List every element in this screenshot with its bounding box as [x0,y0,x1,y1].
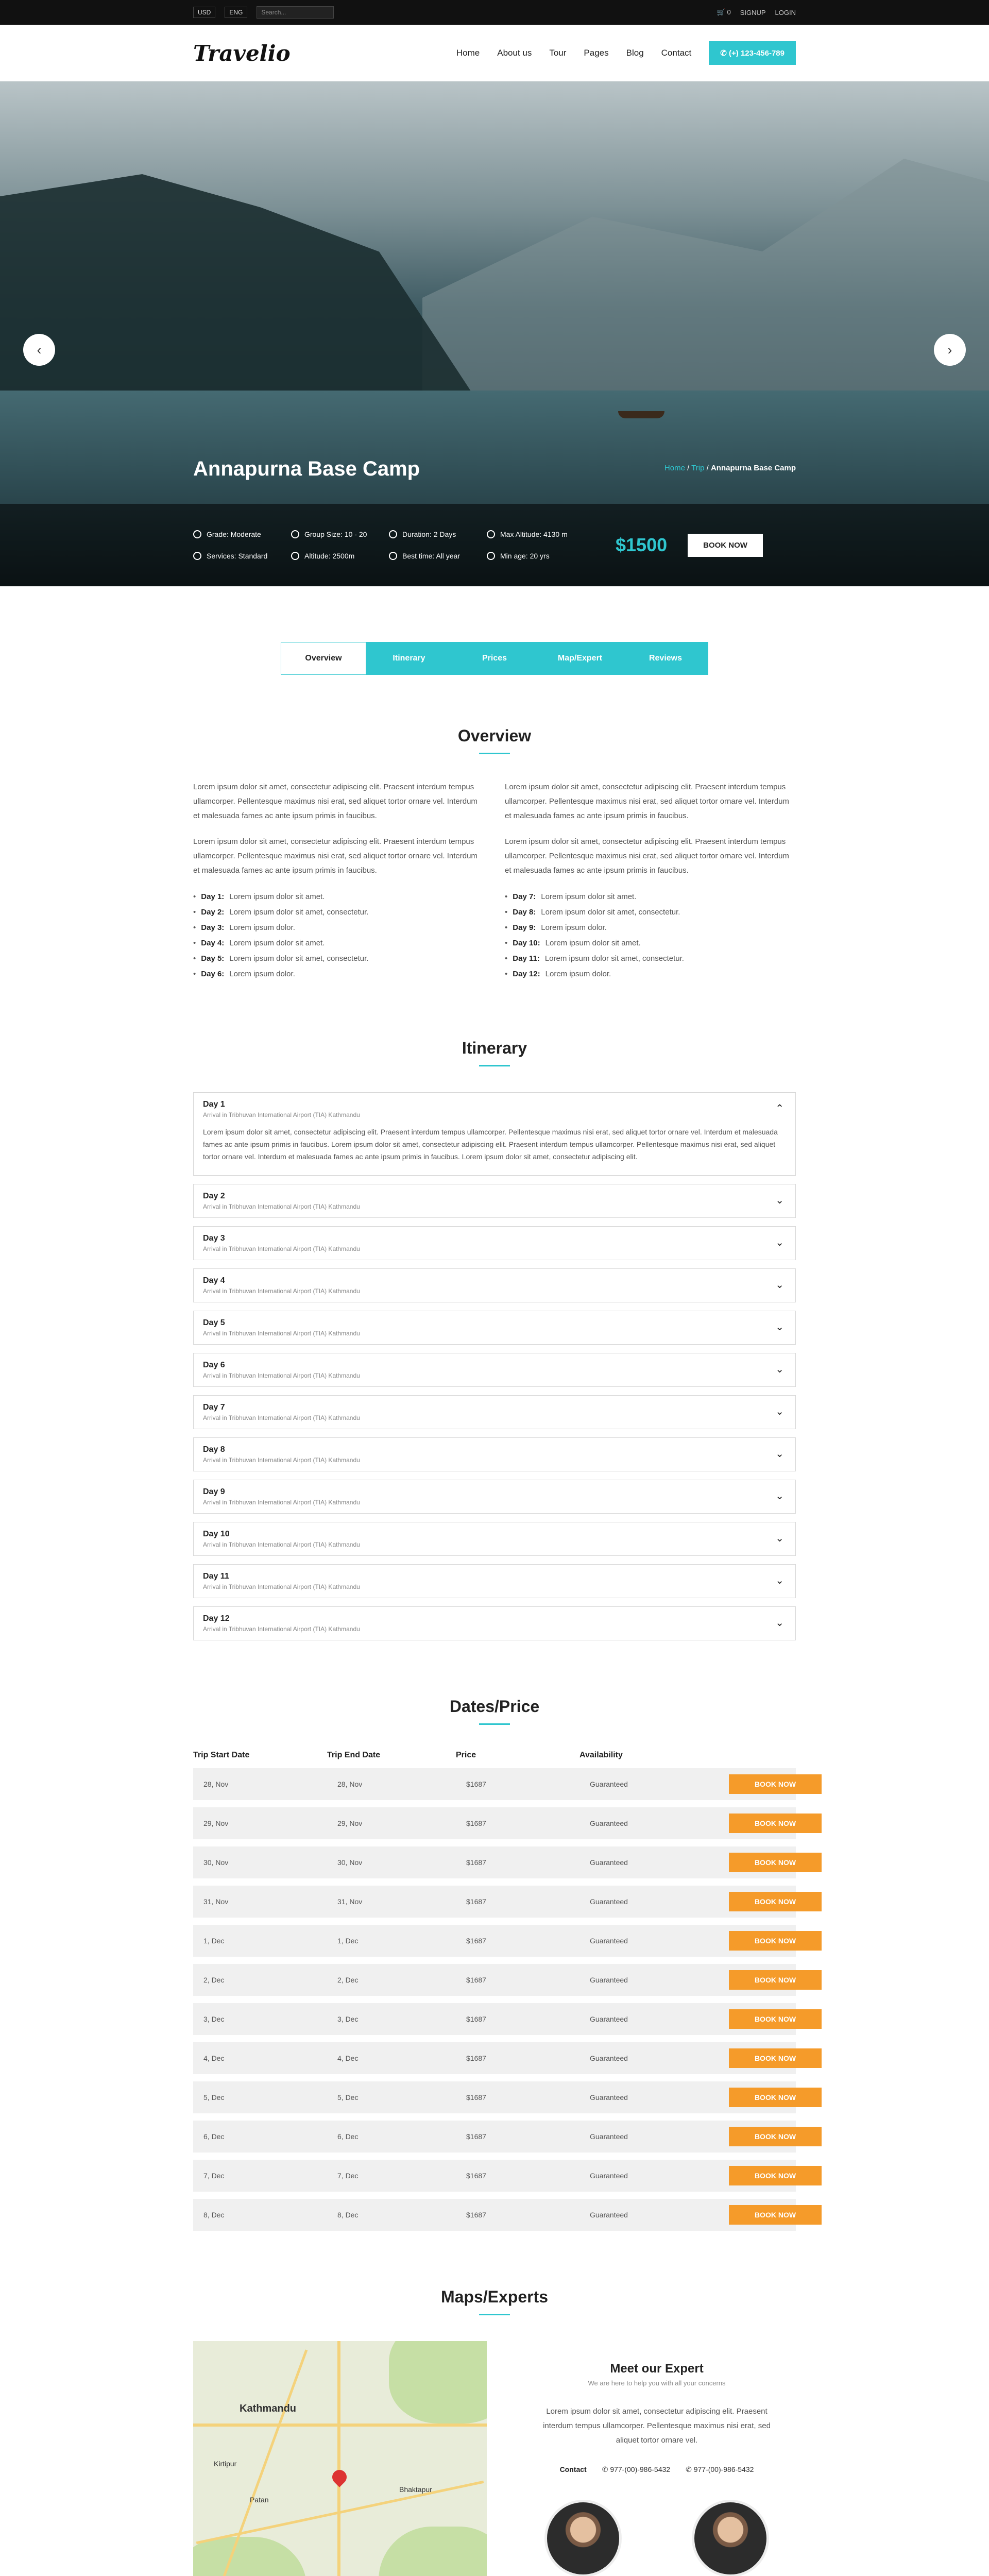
day-text: Lorem ipsum dolor sit amet, consectetur. [541,908,680,917]
accordion-subtitle: Arrival in Tribhuvan International Airport (TIA) Kathmandu [203,1203,360,1210]
accordion-day: Day 3 [203,1234,225,1243]
list-item [505,936,796,951]
accordion-day: Day 7 [203,1403,225,1412]
trip-fact-label: Min age: 20 yrs [500,552,550,560]
accordion-day: Day 1 [203,1100,225,1109]
bullet-icon: • [505,954,508,963]
accordion-item[interactable] [193,1268,796,1302]
chevron-down-icon[interactable]: ⌄ [775,1575,784,1586]
map-park [389,2341,487,2424]
service-icon [193,552,201,560]
accordion-item[interactable] [193,1184,796,1218]
availability: Guaranteed [590,1858,628,1867]
trip-facts [193,530,585,560]
itinerary-accordion [193,1092,796,1640]
price: $1687 [466,1780,486,1788]
availability: Guaranteed [590,2054,628,2062]
accordion-day: Day 11 [203,1572,229,1581]
avatar [692,2500,769,2576]
list-item [505,920,796,936]
grade-icon [193,530,201,538]
availability: Guaranteed [590,1976,628,1984]
hero-book-button[interactable]: BOOK NOW [688,534,763,557]
chevron-up-icon[interactable]: ⌃ [775,1103,784,1114]
table-row [193,2121,796,2153]
bullet-icon: • [505,970,508,978]
dates-section [193,1697,796,2231]
day-text: Lorem ipsum dolor sit amet, consectetur. [229,954,369,963]
end-date: 2, Dec [337,1976,359,1984]
availability: Guaranteed [590,2093,628,2102]
start-date: 28, Nov [203,1780,229,1788]
day-text: Lorem ipsum dolor sit amet. [229,939,325,947]
start-date: 1, Dec [203,1937,225,1945]
accordion-subtitle: Arrival in Tribhuvan International Airport (TIA) Kathmandu [203,1111,360,1118]
table-row [193,1768,796,1800]
accordion-day: Day 8 [203,1445,225,1454]
day-text: Lorem ipsum dolor. [545,970,611,978]
phone-1[interactable]: ✆ 977-(00)-986-5432 [602,2465,671,2473]
trip-fact [291,530,389,538]
bullet-icon: • [193,923,196,932]
price: $1687 [466,2054,486,2062]
phone-2[interactable]: ✆ 977-(00)-986-5432 [686,2465,754,2473]
hero-boat [618,411,664,418]
start-date: 6, Dec [203,2132,225,2141]
accordion-day: Day 4 [203,1276,225,1285]
end-date: 29, Nov [337,1819,363,1827]
book-now-button[interactable]: BOOK NOW [729,1774,822,1794]
table-row [193,2042,796,2074]
day-text: Lorem ipsum dolor sit amet, consectetur. [229,908,369,917]
accordion-subtitle: Arrival in Tribhuvan International Airport (TIA) Kathmandu [203,1625,360,1633]
start-date: 7, Dec [203,2172,225,2180]
accordion-item[interactable] [193,1226,796,1260]
list-item [505,951,796,967]
bullet-icon: • [193,970,196,978]
accordion-item[interactable] [193,1092,796,1176]
altitude-icon [487,530,495,538]
bullet-icon: • [193,908,196,917]
list-item [505,889,796,905]
nav-pages[interactable]: Pages [584,48,609,58]
list-item [193,967,484,982]
end-date: 7, Dec [337,2172,359,2180]
expert-contact [518,2465,796,2474]
chevron-down-icon[interactable]: ⌄ [775,1617,784,1629]
day-label: Day 10: [513,939,540,947]
accordion-subtitle: Arrival in Tribhuvan International Airport (TIA) Kathmandu [203,1414,360,1421]
book-now-button[interactable]: BOOK NOW [729,1814,822,1833]
day-list-left [193,889,484,982]
bullet-icon: • [193,939,196,947]
start-date: 30, Nov [203,1858,229,1867]
end-date: 31, Nov [337,1897,363,1906]
chevron-down-icon[interactable]: ⌄ [775,1406,784,1417]
hero-banner [0,81,989,586]
col-availability: Availability [579,1751,623,1759]
accordion-day: Day 6 [203,1361,225,1369]
main-nav [456,41,796,65]
age-icon [487,552,495,560]
book-now-button[interactable]: BOOK NOW [729,1970,822,1990]
nav-contact[interactable]: Contact [661,48,692,58]
chevron-down-icon[interactable]: ⌄ [775,1533,784,1544]
expert-title: Meet our Expert [610,2362,704,2376]
avatar [544,2500,622,2576]
book-now-button[interactable]: BOOK NOW [729,1853,822,1872]
end-date: 28, Nov [337,1780,363,1788]
tab-map-expert[interactable]: Map/Expert [537,642,623,675]
price: $1687 [466,2015,486,2023]
start-date: 29, Nov [203,1819,229,1827]
map-label: Patan [250,2496,269,2504]
expert-card [540,2500,626,2576]
expert-subtitle: We are here to help you with all your concerns [588,2379,726,2387]
trip-facts-bar [0,504,989,586]
tab-overview[interactable]: Overview [281,642,366,675]
trip-fact-label: Duration: 2 Days [402,530,456,538]
accordion-item[interactable] [193,1437,796,1471]
accordion-subtitle: Arrival in Tribhuvan International Airport (TIA) Kathmandu [203,1499,360,1506]
table-row [193,1925,796,1957]
book-now-button[interactable]: BOOK NOW [729,2048,822,2068]
start-date: 3, Dec [203,2015,225,2023]
accordion-subtitle: Arrival in Tribhuvan International Airport (TIA) Kathmandu [203,1245,360,1252]
hero-prev-arrow-icon[interactable]: ‹ [23,334,55,366]
day-text: Lorem ipsum dolor. [541,923,607,932]
breadcrumb-trip[interactable]: Trip [691,464,705,472]
phone-2-text: 977-(00)-986-5432 [693,2465,754,2473]
end-date: 4, Dec [337,2054,359,2062]
trip-price: $1500 [616,534,668,555]
book-now-button[interactable]: BOOK NOW [729,2166,822,2185]
price: $1687 [466,2172,486,2180]
table-row [193,1807,796,1839]
cart-count: 0 [727,8,731,16]
accordion-item[interactable] [193,1564,796,1598]
map-label: Bhaktapur [399,2485,432,2494]
overview-paragraph: Lorem ipsum dolor sit amet, consectetur adipiscing elit. Praesent interdum tempus ullamcorper. Pellentesque maximus nisi erat, sed aliquet tortor ornare vel. Interdum et malesuada fames ac ante ipsum primis in faucibus. [505,783,789,820]
day-label: Day 6: [201,970,225,978]
day-label: Day 4: [201,939,225,947]
table-row [193,1886,796,1918]
availability: Guaranteed [590,2015,628,2023]
bullet-icon: • [193,892,196,901]
list-item [193,889,484,905]
list-item [505,905,796,920]
breadcrumb-home[interactable]: Home [664,464,685,472]
table-row [193,1964,796,1996]
accordion-day: Day 9 [203,1487,225,1496]
phone-number: (+) 123-456-789 [729,49,785,58]
contact-label: Contact [559,2465,587,2473]
accordion-item[interactable] [193,1480,796,1514]
phone-1-text: 977-(00)-986-5432 [610,2465,671,2473]
end-date: 5, Dec [337,2093,359,2102]
map-pin-icon[interactable] [329,2467,350,2487]
tab-itinerary[interactable]: Itinerary [366,642,452,675]
top-bar [0,0,989,25]
duration-icon [389,530,397,538]
chevron-down-icon[interactable]: ⌄ [775,1237,784,1248]
accordion-subtitle: Arrival in Tribhuvan International Airport (TIA) Kathmandu [203,1541,360,1548]
expert-card [688,2500,773,2576]
book-now-button[interactable]: BOOK NOW [729,1931,822,1951]
accordion-subtitle: Arrival in Tribhuvan International Airport (TIA) Kathmandu [203,1287,360,1295]
accordion-day: Day 12 [203,1614,230,1623]
trip-fact [291,552,389,560]
accordion-body: Lorem ipsum dolor sit amet, consectetur adipiscing elit. Praesent interdum tempus ullamcorper. Pellentesque maximus nisi erat, sed aliquet tortor ornare vel. Interdum et malesuada fames ac ante ipsum primis in faucibus. Lorem ipsum dolor sit amet, consectetur adipiscing elit. Praesent interdum tempus ullamcorper. Pellentesque maximus nisi erat, sed aliquet tortor ornare vel. Interdum et malesuada fames ac ante ipsum primis in faucibus. Lorem ipsum dolor sit amet, consectetur adipiscing elit. [203,1128,778,1161]
trip-fact-label: Max Altitude: 4130 m [500,530,568,538]
day-list-right [505,889,796,982]
end-date: 8, Dec [337,2211,359,2219]
list-item [193,905,484,920]
map-label: Kathmandu [240,2403,296,2414]
overview-section [193,726,796,982]
book-now-button[interactable]: BOOK NOW [729,2009,822,2029]
col-end-date: Trip End Date [327,1751,381,1759]
nav-about[interactable]: About us [497,48,532,58]
day-label: Day 9: [513,923,536,932]
overview-paragraph: Lorem ipsum dolor sit amet, consectetur adipiscing elit. Praesent interdum tempus ullamcorper. Pellentesque maximus nisi erat, sed aliquet tortor ornare vel. Interdum et malesuada fames ac ante ipsum primis in faucibus. [193,783,478,820]
tab-reviews[interactable]: Reviews [623,642,708,675]
day-label: Day 11: [513,954,540,963]
trip-fact [487,552,585,560]
start-date: 4, Dec [203,2054,225,2062]
end-date: 3, Dec [337,2015,359,2023]
table-row [193,2081,796,2113]
login-link[interactable]: LOGIN [775,8,796,16]
price: $1687 [466,2093,486,2102]
day-text: Lorem ipsum dolor. [229,923,295,932]
dates-table-header [193,1751,796,1768]
phone-button[interactable]: ✆ (+) 123-456-789 [709,41,796,65]
availability: Guaranteed [590,2211,628,2219]
itinerary-title: Itinerary [193,1039,796,1066]
price: $1687 [466,1937,486,1945]
bullet-icon: • [193,954,196,963]
tab-prices[interactable]: Prices [452,642,537,675]
availability: Guaranteed [590,2132,628,2141]
mountain-icon [291,552,299,560]
table-row [193,2160,796,2192]
list-item [193,920,484,936]
hero-mountains [422,159,989,391]
table-row [193,2199,796,2231]
nav-home[interactable]: Home [456,48,480,58]
trip-fact [193,552,291,560]
trip-fact [389,552,487,560]
book-now-button[interactable]: BOOK NOW [729,1892,822,1911]
language-select[interactable]: ENG [225,7,247,18]
price: $1687 [466,2132,486,2141]
book-now-button[interactable]: BOOK NOW [729,2088,822,2107]
dates-table-body [193,1768,796,2231]
chevron-down-icon[interactable]: ⌄ [775,1321,784,1333]
trip-tabs [0,642,989,675]
accordion-item[interactable] [193,1522,796,1556]
price: $1687 [466,1858,486,1867]
col-start-date: Trip Start Date [193,1751,250,1759]
map-park [193,2537,306,2576]
trip-fact-label: Altitude: 2500m [304,552,355,560]
bullet-icon: • [505,908,508,917]
nav-tour[interactable]: Tour [549,48,567,58]
accordion-item[interactable] [193,1311,796,1345]
breadcrumb: Home / Trip / Annapurna Base Camp [664,464,796,472]
trip-fact [487,530,585,538]
clock-icon [389,552,397,560]
day-text: Lorem ipsum dolor sit amet, consectetur. [544,954,684,963]
start-date: 31, Nov [203,1897,229,1906]
end-date: 1, Dec [337,1937,359,1945]
price: $1687 [466,1819,486,1827]
cart-icon[interactable]: 🛒 0 [717,8,731,16]
day-text: Lorem ipsum dolor sit amet. [229,892,325,901]
day-label: Day 7: [513,892,536,901]
availability: Guaranteed [590,1937,628,1945]
accordion-day: Day 10 [203,1530,230,1538]
day-label: Day 5: [201,954,225,963]
trip-title: Annapurna Base Camp [193,457,420,480]
table-row [193,2003,796,2035]
availability: Guaranteed [590,1897,628,1906]
availability: Guaranteed [590,1819,628,1827]
chevron-down-icon[interactable]: ⌄ [775,1364,784,1375]
chevron-down-icon[interactable]: ⌄ [775,1195,784,1206]
bullet-icon: • [505,923,508,932]
trip-fact-label: Best time: All year [402,552,461,560]
accordion-item[interactable] [193,1606,796,1640]
col-price: Price [456,1751,476,1759]
day-text: Lorem ipsum dolor sit amet. [545,939,641,947]
price: $1687 [466,1976,486,1984]
expert-panel [518,2341,796,2576]
maps-section [193,2287,796,2576]
map-park [379,2527,487,2576]
accordion-subtitle: Arrival in Tribhuvan International Airport (TIA) Kathmandu [203,1372,360,1379]
accordion-day: Day 5 [203,1318,225,1327]
start-date: 2, Dec [203,1976,225,1984]
day-label: Day 12: [513,970,540,978]
list-item [193,951,484,967]
accordion-day: Day 2 [203,1192,225,1200]
start-date: 8, Dec [203,2211,225,2219]
signup-link[interactable]: SIGNUP [740,8,766,16]
overview-title: Overview [193,726,796,754]
day-label: Day 1: [201,892,225,901]
accordion-subtitle: Arrival in Tribhuvan International Airport (TIA) Kathmandu [203,1456,360,1464]
currency-select[interactable]: USD [193,7,215,18]
trip-fact-label: Services: Standard [207,552,268,560]
accordion-subtitle: Arrival in Tribhuvan International Airport (TIA) Kathmandu [203,1330,360,1337]
bullet-icon: • [505,892,508,901]
day-label: Day 2: [201,908,225,917]
itinerary-section [193,1039,796,1640]
chevron-down-icon[interactable]: ⌄ [775,1279,784,1291]
chevron-down-icon[interactable]: ⌄ [775,1490,784,1502]
day-label: Day 8: [513,908,536,917]
trip-fact [193,530,291,538]
bullet-icon: • [505,939,508,947]
accordion-item[interactable] [193,1353,796,1387]
hero-next-arrow-icon[interactable]: › [934,334,966,366]
book-now-button[interactable]: BOOK NOW [729,2205,822,2225]
price: $1687 [466,2211,486,2219]
site-logo[interactable]: Travelio [193,40,291,66]
map-road [337,2341,340,2576]
nav-blog[interactable]: Blog [626,48,644,58]
trip-fact-label: Grade: Moderate [207,530,261,538]
trip-fact-label: Group Size: 10 - 20 [304,530,367,538]
day-text: Lorem ipsum dolor. [229,970,295,978]
list-item [193,936,484,951]
start-date: 5, Dec [203,2093,225,2102]
dates-title: Dates/Price [193,1697,796,1725]
breadcrumb-current: Annapurna Base Camp [710,464,796,472]
hero-forest [0,174,474,396]
availability: Guaranteed [590,1780,628,1788]
price: $1687 [466,1897,486,1906]
expert-description: Lorem ipsum dolor sit amet, consectetur adipiscing elit. Praesent interdum tempus ullamcorper. Pellentesque maximus nisi erat, sed aliquet tortor ornare vel. [543,2407,771,2445]
trip-fact [389,530,487,538]
book-now-button[interactable]: BOOK NOW [729,2127,822,2146]
list-item [505,967,796,982]
table-row [193,1846,796,1878]
end-date: 6, Dec [337,2132,359,2141]
map-label: Kirtipur [214,2460,237,2468]
accordion-subtitle: Arrival in Tribhuvan International Airport (TIA) Kathmandu [203,1583,360,1590]
accordion-item[interactable] [193,1395,796,1429]
day-label: Day 3: [201,923,225,932]
maps-title: Maps/Experts [193,2287,796,2315]
day-text: Lorem ipsum dolor sit amet. [541,892,637,901]
site-header [0,25,989,81]
chevron-down-icon[interactable]: ⌄ [775,1448,784,1460]
search-input[interactable]: Search... [257,6,334,19]
availability: Guaranteed [590,2172,628,2180]
trip-map[interactable] [193,2341,487,2576]
group-icon [291,530,299,538]
end-date: 30, Nov [337,1858,363,1867]
overview-paragraph: Lorem ipsum dolor sit amet, consectetur adipiscing elit. Praesent interdum tempus ullamcorper. Pellentesque maximus nisi erat, sed aliquet tortor ornare vel. Interdum et malesuada fames ac ante ipsum primis in faucibus. [505,837,789,875]
overview-paragraph: Lorem ipsum dolor sit amet, consectetur adipiscing elit. Praesent interdum tempus ullamcorper. Pellentesque maximus nisi erat, sed aliquet tortor ornare vel. Interdum et malesuada fames ac ante ipsum primis in faucibus. [193,837,478,875]
